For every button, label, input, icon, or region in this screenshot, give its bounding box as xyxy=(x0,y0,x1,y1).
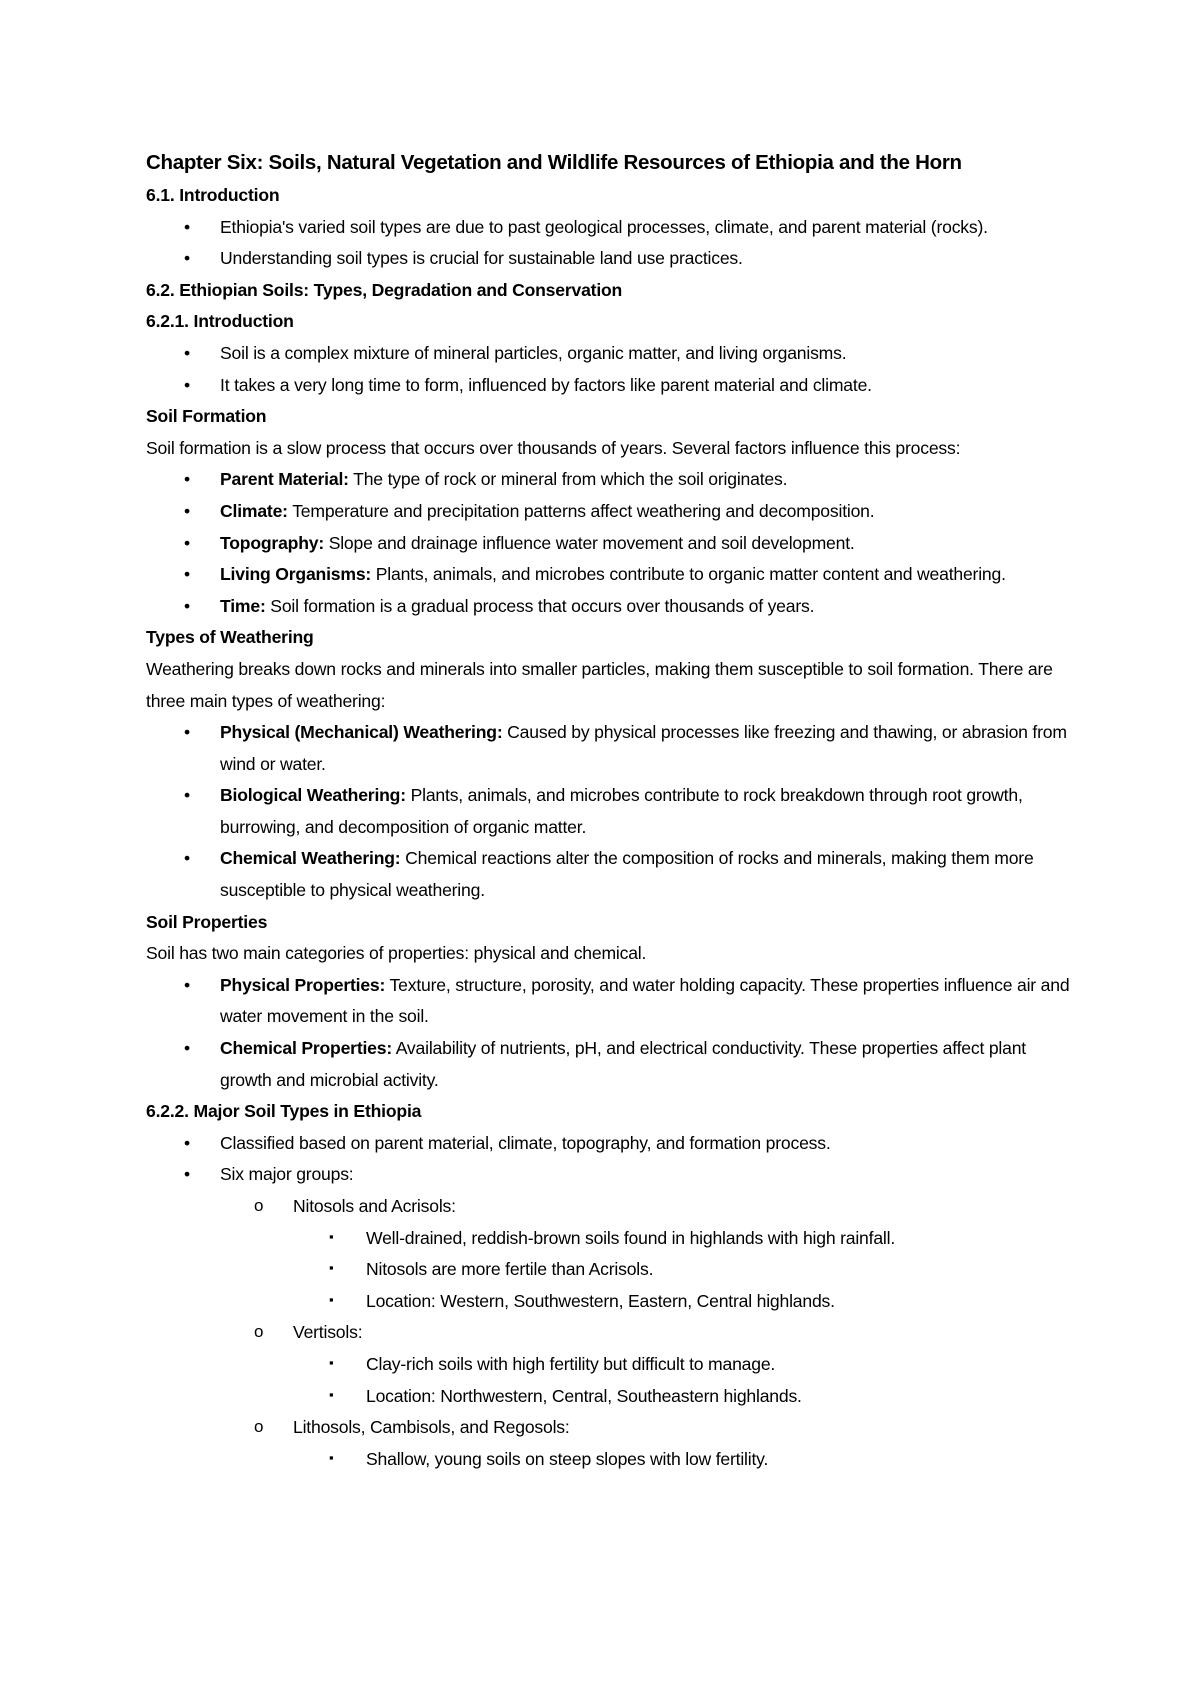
term: Parent Material: xyxy=(220,469,349,490)
square-bullet-icon: ▪ xyxy=(329,1449,334,1465)
subheading-types-of-weathering: Types of Weathering xyxy=(146,627,314,648)
paragraph: Soil formation is a slow process that occurs over thousands of years. Several factors influence this process: xyxy=(146,437,961,458)
list-item: • Chemical Properties: Availability of nutrients, pH, and electrical conductivity. These properties affect plant growth and microbial activity. xyxy=(146,1033,1076,1096)
paragraph: Weathering breaks down rocks and minerals into smaller particles, making them susceptible to soil formation. There are three main types of weathering: xyxy=(146,658,1053,711)
term: Living Organisms: xyxy=(220,564,372,585)
sub-sub-list-item: ▪ Well-drained, reddish-brown soils found in highlands with high rainfall. xyxy=(146,1223,1076,1255)
sub-sub-list-item: ▪ Nitosols are more fertile than Acrisols. xyxy=(146,1254,1076,1286)
section-heading-6-2-2: 6.2.2. Major Soil Types in Ethiopia xyxy=(146,1101,422,1122)
term: Physical (Mechanical) Weathering: xyxy=(220,722,503,743)
bullet-icon: • xyxy=(184,785,190,806)
subheading-soil-formation: Soil Formation xyxy=(146,406,267,427)
bullet-list xyxy=(146,338,1076,401)
term: Climate: xyxy=(220,500,288,521)
list-item: • Physical Properties: Texture, structure, porosity, and water holding capacity. These properties influence air and water movement in the soil. xyxy=(146,970,1076,1033)
bullet-icon: • xyxy=(184,374,190,395)
bullet-icon: • xyxy=(184,848,190,869)
list-item: • Topography: Slope and drainage influence water movement and soil development. xyxy=(146,528,1076,560)
bullet-icon: • xyxy=(184,595,190,616)
list-item: • Soil is a complex mixture of mineral particles, organic matter, and living organisms. xyxy=(146,338,1076,370)
subheading-soil-properties: Soil Properties xyxy=(146,911,268,932)
square-bullet-icon: ▪ xyxy=(329,1386,334,1402)
section-heading-6-2: 6.2. Ethiopian Soils: Types, Degradation and Conservation xyxy=(146,279,623,300)
chapter-title: Chapter Six: Soils, Natural Vegetation and Wildlife Resources of Ethiopia and the Horn xyxy=(146,151,962,174)
section-heading-6-1: 6.1. Introduction xyxy=(146,185,280,205)
term: Biological Weathering: xyxy=(220,785,406,806)
term: Time: xyxy=(220,595,266,616)
bullet-icon: • xyxy=(184,248,190,269)
circle-bullet-icon: o xyxy=(254,1417,264,1437)
list-item: • Six major groups: xyxy=(146,1159,1076,1191)
sub-sub-list-item: ▪ Location: Western, Southwestern, Eastern, Central highlands. xyxy=(146,1286,1076,1318)
sub-sub-list-item: ▪ Shallow, young soils on steep slopes with low fertility. xyxy=(146,1444,1076,1476)
bullet-icon: • xyxy=(184,500,190,521)
list-item: • Physical (Mechanical) Weathering: Caused by physical processes like freezing and thawing, or abrasion from wind or water. xyxy=(146,717,1076,780)
bullet-list xyxy=(146,212,1076,275)
sub-sub-list-item: ▪ Location: Northwestern, Central, Southeastern highlands. xyxy=(146,1381,1076,1413)
sub-list-item: o Lithosols, Cambisols, and Regosols: xyxy=(146,1412,1076,1444)
square-bullet-icon: ▪ xyxy=(329,1228,334,1244)
list-item: • It takes a very long time to form, influenced by factors like parent material and climate. xyxy=(146,370,1076,402)
bullet-list xyxy=(146,970,1076,1096)
term: Topography: xyxy=(220,532,324,553)
bullet-icon: • xyxy=(184,974,190,995)
bullet-icon: • xyxy=(184,532,190,553)
bullet-icon: • xyxy=(184,722,190,743)
section-heading-6-2-1: 6.2.1. Introduction xyxy=(146,311,294,332)
term: Chemical Weathering: xyxy=(220,848,401,869)
square-bullet-icon: ▪ xyxy=(329,1260,334,1276)
term: Chemical Properties: xyxy=(220,1038,392,1059)
list-item: • Climate: Temperature and precipitation patterns affect weathering and decomposition. xyxy=(146,496,1076,528)
bullet-icon: • xyxy=(184,469,190,490)
list-item: • Time: Soil formation is a gradual process that occurs over thousands of years. xyxy=(146,591,1076,623)
sub-list-item: o Vertisols: xyxy=(146,1317,1076,1349)
term: Physical Properties: xyxy=(220,974,386,995)
paragraph: Soil has two main categories of properties: physical and chemical. xyxy=(146,943,647,964)
list-item: • Chemical Weathering: Chemical reactions alter the composition of rocks and minerals, making them more susceptible to physical weathering. xyxy=(146,843,1076,906)
list-item: • Living Organisms: Plants, animals, and microbes contribute to organic matter content and weathering. xyxy=(146,559,1076,591)
sub-sub-list-item: ▪ Clay-rich soils with high fertility but difficult to manage. xyxy=(146,1349,1076,1381)
bullet-list xyxy=(146,717,1076,907)
bullet-icon: • xyxy=(184,1038,190,1059)
list-item: • Biological Weathering: Plants, animals, and microbes contribute to rock breakdown through root growth, burrowing, and decomposition of organic matter. xyxy=(146,780,1076,843)
list-item: • Ethiopia's varied soil types are due to past geological processes, climate, and parent material (rocks). xyxy=(146,212,1076,244)
circle-bullet-icon: o xyxy=(254,1322,264,1342)
document-body xyxy=(146,145,1076,1475)
bullet-list xyxy=(146,464,1076,622)
square-bullet-icon: ▪ xyxy=(329,1354,334,1370)
bullet-icon: • xyxy=(184,1132,190,1153)
bullet-icon: • xyxy=(184,1164,190,1185)
circle-bullet-icon: o xyxy=(254,1196,264,1215)
list-item: • Classified based on parent material, climate, topography, and formation process. xyxy=(146,1128,1076,1160)
bullet-icon: • xyxy=(184,564,190,585)
bullet-icon: • xyxy=(184,342,190,363)
list-item: • Parent Material: The type of rock or mineral from which the soil originates. xyxy=(146,464,1076,496)
bullet-icon: • xyxy=(184,216,190,237)
sub-list-item: o Nitosols and Acrisols: xyxy=(146,1191,1076,1223)
bullet-list xyxy=(146,1128,1076,1476)
list-item: • Understanding soil types is crucial for sustainable land use practices. xyxy=(146,243,1076,275)
square-bullet-icon: ▪ xyxy=(329,1291,334,1307)
